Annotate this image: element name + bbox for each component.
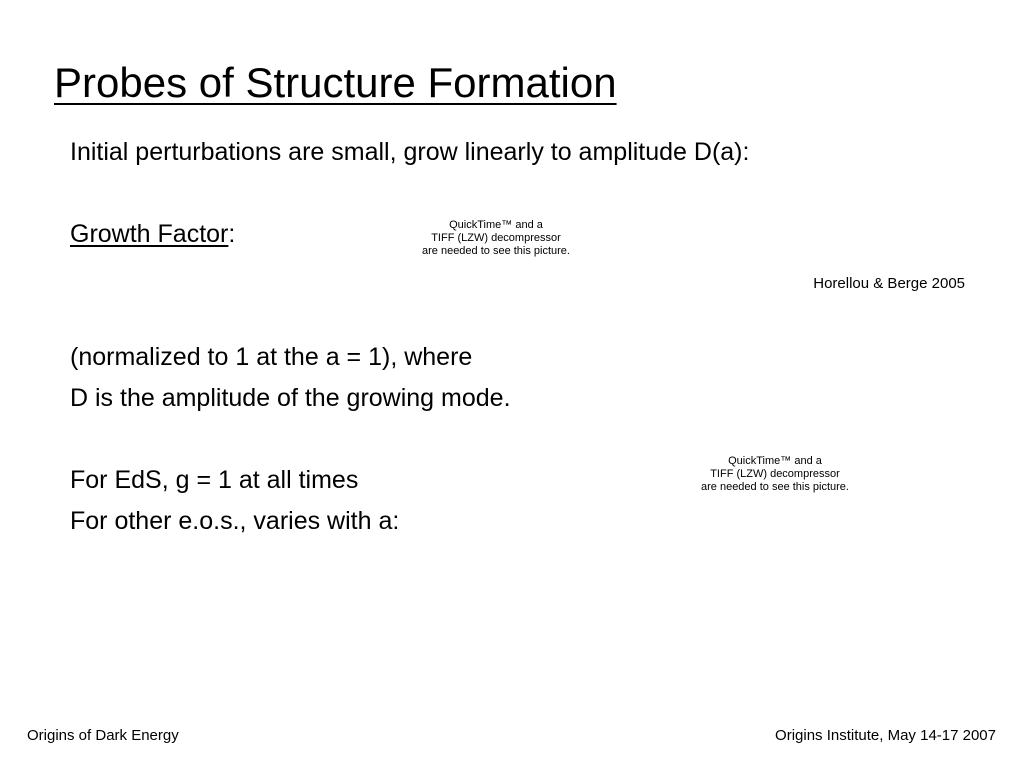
placeholder-line: TIFF (LZW) decompressor (710, 468, 840, 480)
intro-line: Initial perturbations are small, grow linearly to amplitude D(a): (70, 138, 750, 166)
d-amplitude-line: D is the amplitude of the growing mode. (70, 384, 511, 412)
quicktime-placeholder-1 (400, 219, 592, 258)
quicktime-placeholder-2 (681, 455, 869, 494)
placeholder-line: are needed to see this picture. (701, 481, 849, 493)
footer-left: Origins of Dark Energy (27, 727, 179, 744)
growth-factor-label: Growth Factor (70, 220, 229, 248)
growth-factor-line (70, 219, 235, 249)
placeholder-line: TIFF (LZW) decompressor (431, 232, 561, 244)
placeholder-line: QuickTime™ and a (449, 219, 543, 231)
slide-title: Probes of Structure Formation (54, 59, 617, 106)
placeholder-line: QuickTime™ and a (728, 455, 822, 467)
growth-factor-colon: : (228, 220, 236, 248)
citation: Horellou & Berge 2005 (813, 275, 965, 292)
footer-right: Origins Institute, May 14-17 2007 (775, 727, 996, 744)
placeholder-line: are needed to see this picture. (422, 245, 570, 257)
eds-line: For EdS, g = 1 at all times (70, 466, 359, 494)
other-eos-line: For other e.o.s., varies with a: (70, 507, 400, 535)
normalized-line: (normalized to 1 at the a = 1), where (70, 343, 473, 371)
